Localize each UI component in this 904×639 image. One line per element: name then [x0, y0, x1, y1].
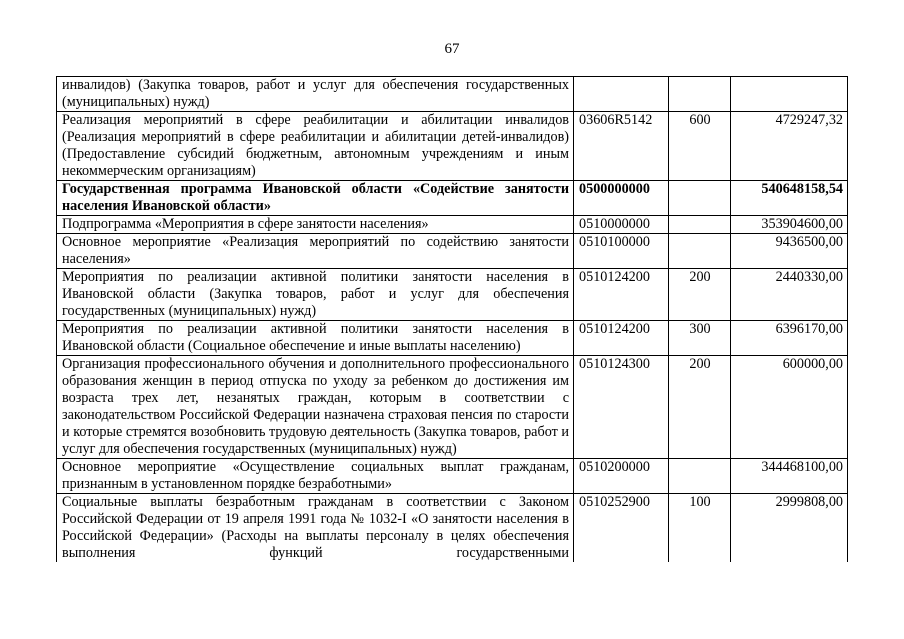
row-code: 0510200000 — [574, 459, 669, 494]
row-code: 0500000000 — [574, 181, 669, 216]
row-name: Государственная программа Ивановской области «Содействие занятости населения Ивановской области» — [57, 181, 574, 216]
row-name: Мероприятия по реализации активной политики занятости населения в Ивановской области (Закупка товаров, работ и услуг для обеспечения государственных (муниципальных) нужд) — [57, 269, 574, 321]
row-amount: 600000,00 — [731, 356, 848, 459]
budget-table — [56, 76, 848, 562]
row-name: Подпрограмма «Мероприятия в сфере занятости населения» — [57, 216, 574, 234]
row-expense-type — [669, 234, 731, 269]
row-expense-type: 300 — [669, 321, 731, 356]
row-amount — [731, 77, 848, 112]
row-code: 0510252900 — [574, 494, 669, 563]
table-row — [57, 216, 848, 234]
row-code: 0510124200 — [574, 321, 669, 356]
table-row — [57, 234, 848, 269]
table-row — [57, 77, 848, 112]
row-name: Основное мероприятие «Реализация мероприятий по содействию занятости населения» — [57, 234, 574, 269]
row-amount: 2440330,00 — [731, 269, 848, 321]
table-row — [57, 356, 848, 459]
row-expense-type: 200 — [669, 269, 731, 321]
row-name: инвалидов) (Закупка товаров, работ и услуг для обеспечения государственных (муниципальных) нужд) — [57, 77, 574, 112]
row-name: Основное мероприятие «Осуществление социальных выплат гражданам, признанным в установленном порядке безработными» — [57, 459, 574, 494]
table-row — [57, 494, 848, 563]
row-name: Реализация мероприятий в сфере реабилитации и абилитации инвалидов (Реализация мероприятий в сфере реабилитации и абилитации детей-инвалидов) (Предоставление субсидий бюджетным, автономным учреждениям и иным некоммерческим организациям) — [57, 112, 574, 181]
row-expense-type: 200 — [669, 356, 731, 459]
row-code: 03606R5142 — [574, 112, 669, 181]
row-amount: 2999808,00 — [731, 494, 848, 563]
row-expense-type — [669, 216, 731, 234]
row-name: Социальные выплаты безработным гражданам в соответствии с Законом Российской Федерации от 19 апреля 1991 года № 1032-I «О занятости населения в Российской Федерации» (Расходы на выплаты персоналу в целях обеспечения выполнения функций государственными — [57, 494, 574, 563]
row-amount: 344468100,00 — [731, 459, 848, 494]
page-number: 67 — [444, 41, 460, 57]
row-amount: 6396170,00 — [731, 321, 848, 356]
row-expense-type — [669, 181, 731, 216]
row-code: 0510124300 — [574, 356, 669, 459]
row-code: 0510124200 — [574, 269, 669, 321]
row-code: 0510000000 — [574, 216, 669, 234]
table-row — [57, 321, 848, 356]
row-amount: 9436500,00 — [731, 234, 848, 269]
row-expense-type: 100 — [669, 494, 731, 563]
row-amount: 353904600,00 — [731, 216, 848, 234]
budget-table-body — [57, 77, 848, 563]
table-row — [57, 459, 848, 494]
row-name: Организация профессионального обучения и дополнительного профессионального образования женщин в период отпуска по уходу за ребенком до достижения им возраста трех лет, незанятых граждан, которым в соответствии с законодательством Российской Федерации назначена страховая пенсия по старости и которые стремятся возобновить трудовую деятельность (Закупка товаров, работ и услуг для обеспечения государственных (муниципальных) нужд) — [57, 356, 574, 459]
row-expense-type: 600 — [669, 112, 731, 181]
table-row — [57, 269, 848, 321]
row-expense-type — [669, 77, 731, 112]
table-row-program — [57, 181, 848, 216]
row-amount: 4729247,32 — [731, 112, 848, 181]
row-code: 0510100000 — [574, 234, 669, 269]
row-name: Мероприятия по реализации активной политики занятости населения в Ивановской области (Социальное обеспечение и иные выплаты населению) — [57, 321, 574, 356]
table-row — [57, 112, 848, 181]
row-amount: 540648158,54 — [731, 181, 848, 216]
row-expense-type — [669, 459, 731, 494]
row-code — [574, 77, 669, 112]
